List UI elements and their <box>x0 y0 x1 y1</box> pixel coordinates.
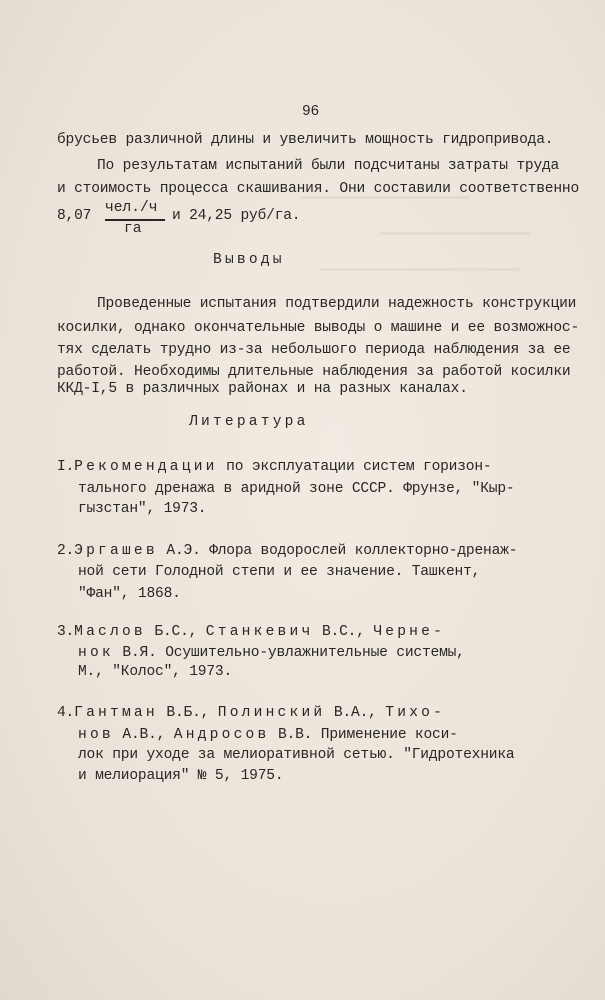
reference-3-line-2 <box>78 644 465 662</box>
reference-1-line-2: тального дренажа в аридной зоне СССР. Фрунзе, "Кыр- <box>78 481 515 497</box>
reference-author: Черне- <box>373 624 446 640</box>
reference-number: I. <box>57 459 75 475</box>
reference-text: В.Я. Осушительно-увлажнительные системы, <box>113 645 465 661</box>
reference-2-line-3: "Фан", 1868. <box>78 586 181 602</box>
reference-author: Маслов <box>74 624 146 640</box>
conclusions-line-4: работой. Необходимы длительные наблюдения за работой косилки <box>57 364 571 380</box>
reference-author: Эргашев <box>74 543 158 559</box>
intro-line-2: По результатам испытаний были подсчитаны затраты труда <box>97 158 560 174</box>
reference-initials: В.С., <box>313 624 374 640</box>
paper-stain <box>380 232 530 235</box>
reference-text: А.Э. Флора водорослей коллекторно-дренаж- <box>157 543 518 559</box>
intro-line-3: и стоимость процесса скашивания. Они составили соответственно <box>57 181 580 197</box>
conclusions-heading: Выводы <box>213 252 285 268</box>
reference-initials: А.В., <box>113 727 174 743</box>
labor-cost-value: 8,07 <box>57 208 92 224</box>
page-number: 96 <box>302 104 320 120</box>
reference-number: 2. <box>57 543 75 559</box>
reference-1-line-3: гызстан", 1973. <box>78 501 207 517</box>
reference-author: Тихо- <box>385 705 446 721</box>
cost-value: и 24,25 руб/га. <box>172 208 301 224</box>
reference-4-line-3: лок при уходе за мелиоративной сетью. "Гидротехника <box>78 747 515 763</box>
conclusions-line-3: тях сделать трудно из-за небольшого периода наблюдения за ее <box>57 342 571 358</box>
reference-3-line-1 <box>57 623 445 641</box>
reference-2-line-1 <box>57 542 517 560</box>
reference-author: Андросов <box>173 727 270 743</box>
reference-2-line-2: ной сети Голодной степи и ее значение. Ташкент, <box>78 564 481 580</box>
reference-author: Станкевич <box>205 624 314 640</box>
fraction-denominator: га <box>124 221 142 237</box>
reference-author: нок <box>78 645 114 661</box>
reference-number: 4. <box>57 705 75 721</box>
reference-4-line-4: и мелиорация" № 5, 1975. <box>78 768 284 784</box>
intro-line-1: брусьев различной длины и увеличить мощность гидропривода. <box>57 132 554 148</box>
reference-initials: В.А., <box>325 705 386 721</box>
conclusions-line-5: ККД-I,5 в различных районах и на разных каналах. <box>57 381 468 397</box>
reference-4-line-1 <box>57 704 445 722</box>
fraction-numerator: чел./ч <box>105 200 158 216</box>
reference-initials: Б.С., <box>145 624 206 640</box>
literature-heading: Литература <box>189 414 309 430</box>
reference-text: по эксплуатации систем горизон- <box>217 459 492 475</box>
paper-stain <box>320 268 520 271</box>
reference-number: 3. <box>57 624 75 640</box>
conclusions-line-1: Проведенные испытания подтвердили надежность конструкции <box>97 296 577 312</box>
reference-initials: В.Б., <box>157 705 218 721</box>
reference-author: нов <box>78 727 114 743</box>
reference-author: Рекомендации <box>74 459 218 475</box>
reference-3-line-3: М., "Колос", 1973. <box>78 664 233 680</box>
conclusions-line-2: косилки, однако окончательные выводы о машине и ее возможнос- <box>57 320 580 336</box>
reference-1-line-1 <box>57 458 491 476</box>
reference-4-line-2 <box>78 726 458 744</box>
reference-text: В.В. Применение коси- <box>269 727 458 743</box>
reference-author: Полинский <box>217 705 326 721</box>
reference-author: Гантман <box>74 705 158 721</box>
